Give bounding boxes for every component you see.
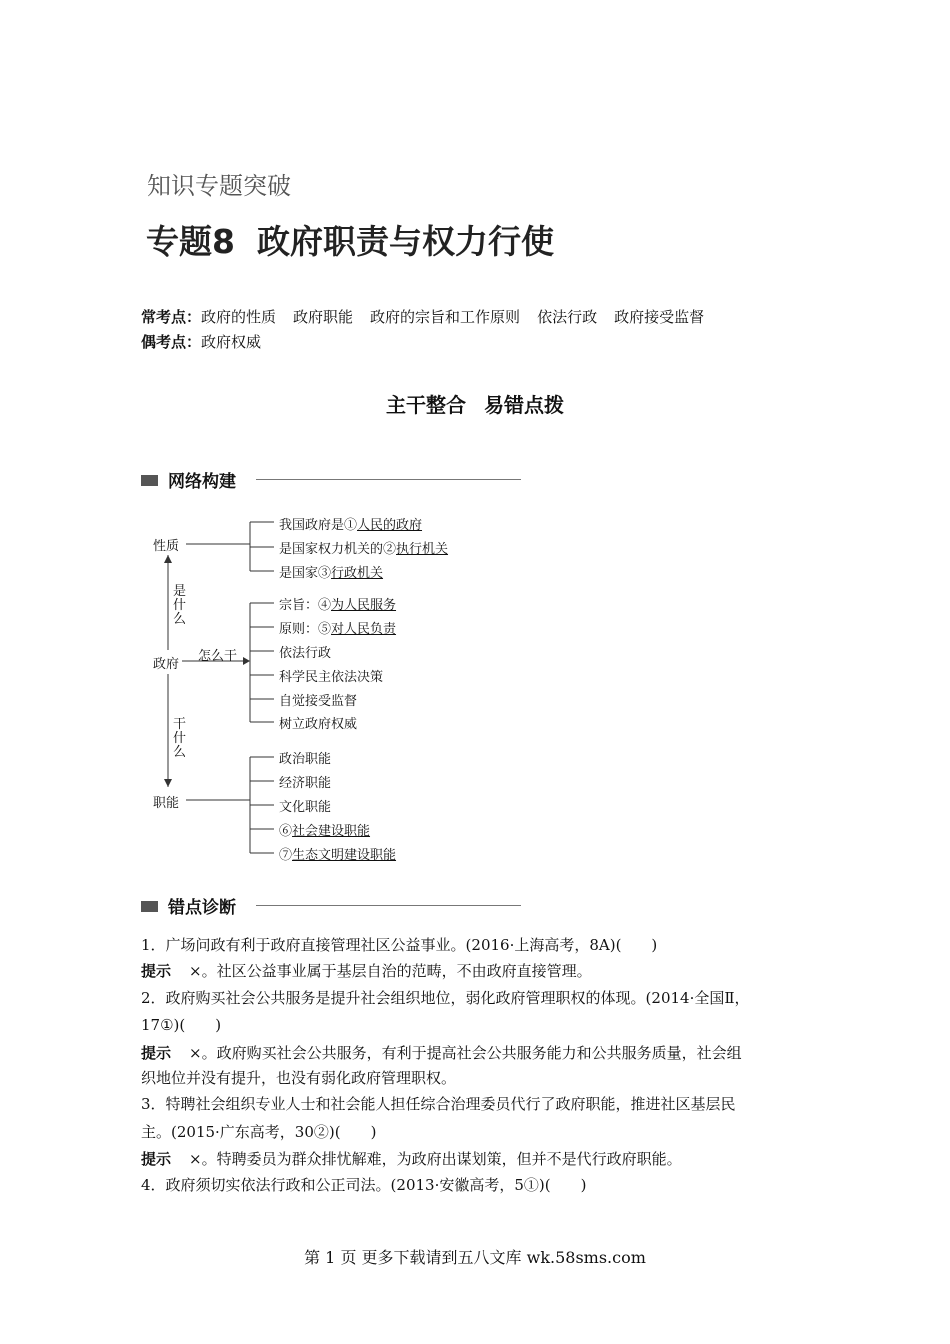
diagnosis-heading-text: 错点诊断	[168, 898, 236, 918]
question-1: 1．广场问政有利于政府直接管理社区公益事业。(2016·上海高考，8A)( )	[141, 936, 658, 954]
question-3-line-1: 3．特聘社会组织专业人士和社会能人担任综合治理委员代行了政府职能，推进社区基层民	[141, 1095, 736, 1113]
hint-text: ×。特聘委员为群众排忧解难，为政府出谋划策，但并不是代行政府职能。	[189, 1150, 682, 1168]
question-3-line-2: 主。(2015·广东高考，30②)( )	[141, 1123, 377, 1141]
block-icon	[141, 901, 158, 912]
nature-item	[279, 538, 448, 557]
function-item	[279, 796, 331, 815]
how-item	[279, 690, 357, 709]
function-item	[279, 844, 396, 863]
kp-item: 依法行政	[537, 308, 598, 326]
item-text: 原则：⑤	[279, 622, 332, 637]
how-item	[279, 594, 396, 613]
nature-item	[279, 562, 383, 581]
node-government: 政府	[153, 657, 180, 672]
node-function: 职能	[153, 796, 180, 811]
question-4: 4．政府须切实依法行政和公正司法。(2013·安徽高考，5①)( )	[141, 1176, 587, 1194]
kp-item: 政府的性质	[201, 308, 277, 326]
hint-2	[141, 1041, 742, 1066]
kicker-label: 知识专题突破	[147, 172, 291, 200]
nature-item	[279, 514, 422, 533]
page-footer: 第 1 页 更多下载请到五八文库 wk.58sms.com	[304, 1248, 646, 1267]
how-item	[279, 713, 357, 732]
hint-label: 提示	[141, 1150, 172, 1168]
divider	[256, 905, 521, 906]
hint-text: ×。社区公益事业属于基层自治的范畴，不由政府直接管理。	[189, 962, 592, 980]
how-item	[279, 618, 396, 637]
frequent-label: 常考点：	[141, 308, 202, 326]
item-text: 经济职能	[279, 776, 332, 791]
title-text: 政府职责与权力行使	[256, 222, 554, 261]
item-text: 依法行政	[279, 646, 332, 661]
arrow-label-do-what: 干什么	[173, 717, 187, 760]
kp-item: 政府的宗旨和工作原则	[370, 308, 521, 326]
hint-label: 提示	[141, 962, 172, 980]
item-text: 是国家权力机关的②	[279, 542, 397, 557]
item-answer: 社会建设职能	[292, 824, 371, 839]
item-text: 科学民主依法决策	[279, 670, 384, 685]
section-heading-right: 易错点拨	[484, 393, 564, 417]
item-text: 我国政府是①	[279, 518, 358, 533]
item-text: 文化职能	[279, 800, 332, 815]
item-text: 树立政府权威	[279, 717, 358, 732]
item-answer: 行政机关	[331, 566, 384, 581]
hint-text: ×。政府购买社会公共服务，有利于提高社会公共服务能力和公共服务质量，社会组	[189, 1044, 742, 1062]
section-heading-left: 主干整合	[386, 393, 466, 417]
question-2-line-2: 17①)( )	[141, 1016, 222, 1034]
hint-label: 提示	[141, 1044, 172, 1062]
item-text: 是国家③	[279, 566, 332, 581]
item-answer: 人民的政府	[357, 518, 423, 533]
title-number: 专题8	[146, 222, 235, 261]
occasional-label: 偶考点：	[141, 333, 202, 351]
network-heading-text: 网络构建	[168, 472, 236, 492]
kp-item: 政府权威	[201, 333, 262, 351]
item-answer: 执行机关	[396, 542, 449, 557]
item-text: ⑦	[279, 848, 293, 863]
function-item	[279, 820, 370, 839]
item-text: 宗旨：④	[279, 598, 332, 613]
item-answer: 对人民负责	[331, 622, 397, 637]
hint-3	[141, 1147, 682, 1172]
diagnosis-heading	[141, 893, 236, 917]
item-answer: 生态文明建设职能	[292, 848, 397, 863]
arrow-label-how: 怎么干	[198, 649, 238, 664]
question-2-line-1: 2．政府购买社会公共服务是提升社会组织地位，弱化政府管理职权的体现。(2014·全国Ⅱ，	[141, 989, 750, 1007]
hint-2-line-2: 织地位并没有提升，也没有弱化政府管理职权。	[141, 1069, 457, 1087]
function-item	[279, 748, 331, 767]
item-text: ⑥	[279, 824, 293, 839]
item-text: 政治职能	[279, 752, 332, 767]
item-text: 自觉接受监督	[279, 694, 358, 709]
node-nature: 性质	[153, 539, 180, 554]
how-item	[279, 666, 383, 685]
kp-item: 政府职能	[293, 308, 354, 326]
kp-item: 政府接受监督	[614, 308, 705, 326]
how-item	[279, 642, 331, 661]
function-item	[279, 772, 331, 791]
item-answer: 为人民服务	[331, 598, 397, 613]
hint-1	[141, 959, 592, 984]
arrow-label-what: 是什么	[173, 584, 187, 627]
